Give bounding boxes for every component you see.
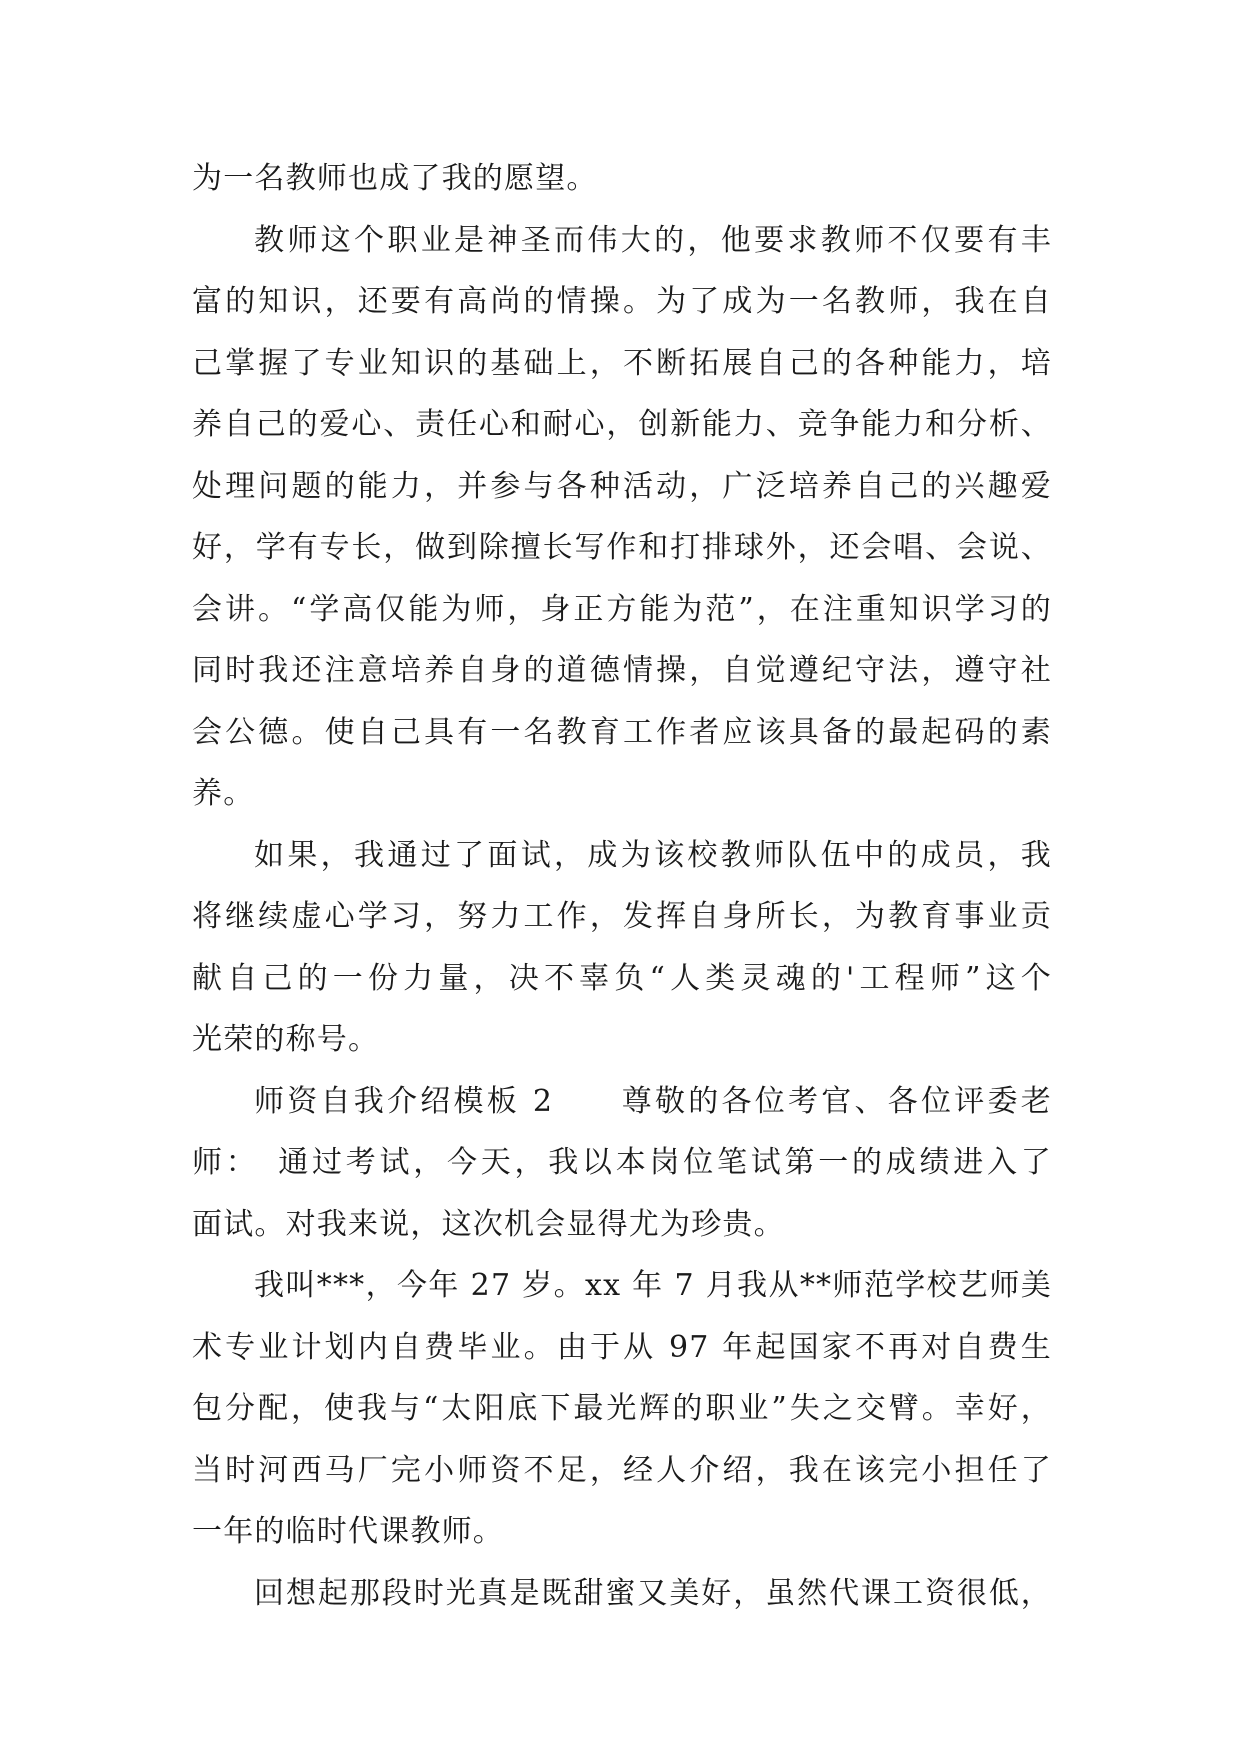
document-body: [192, 148, 1052, 1624]
text-line: 光荣的称号。: [192, 1022, 380, 1057]
text-line: 为一名教师也成了我的愿望。: [192, 161, 598, 196]
text-line: 养自己的爱心、责任心和耐心，创新能力、竞争能力和分析、: [192, 407, 1052, 442]
text-line: 面试。对我来说，这次机会显得尤为珍贵。: [192, 1206, 785, 1242]
text-line: 富的知识，还要有高尚的情操。为了成为一名教师，我在自: [192, 284, 1052, 319]
text-line: 养。: [192, 776, 255, 811]
text-line: 一年的临时代课教师。: [192, 1514, 504, 1549]
text-line: 如果，我通过了面试，成为该校教师队伍中的成员，我: [254, 837, 1052, 873]
text-line: 会讲。“学高仅能为师，身正方能为范”，在注重知识学习的: [192, 591, 1052, 627]
text-line: 包分配，使我与“太阳底下最光辉的职业”失之交臂。幸好，: [192, 1391, 1052, 1426]
text-line: 教师这个职业是神圣而伟大的，他要求教师不仅要有丰: [254, 222, 1052, 258]
text-line: 我叫***，今年 27 岁。xx 年 7 月我从**师范学校艺师美: [254, 1268, 1052, 1303]
text-line: 同时我还注意培养自身的道德情操，自觉遵纪守法，遵守社: [192, 653, 1052, 688]
text-line: 当时河西马厂完小师资不足，经人介绍，我在该完小担任了: [192, 1452, 1052, 1488]
text-line: 将继续虚心学习，努力工作，发挥自身所长，为教育事业贡: [192, 899, 1052, 934]
text-line: 师资自我介绍模板 2 尊敬的各位考官、各位评委老: [254, 1083, 1052, 1119]
text-line: 师： 通过考试，今天，我以本岗位笔试第一的成绩进入了: [192, 1145, 1052, 1180]
text-line: 术专业计划内自费毕业。由于从 97 年起国家不再对自费生: [192, 1329, 1052, 1365]
text-line: 好，学有专长，做到除擅长写作和打排球外，还会唱、会说、: [192, 530, 1052, 565]
text-line: 会公德。使自己具有一名教育工作者应该具备的最起码的素: [192, 714, 1052, 750]
text-line: 处理问题的能力，并参与各种活动，广泛培养自己的兴趣爱: [192, 468, 1052, 504]
text-line: 己掌握了专业知识的基础上，不断拓展自己的各种能力，培: [192, 345, 1052, 381]
text-line: 献自己的一份力量，决不辜负“人类灵魂的'工程师”这个: [192, 960, 1052, 996]
text-line: 回想起那段时光真是既甜蜜又美好，虽然代课工资很低，: [254, 1575, 1052, 1611]
